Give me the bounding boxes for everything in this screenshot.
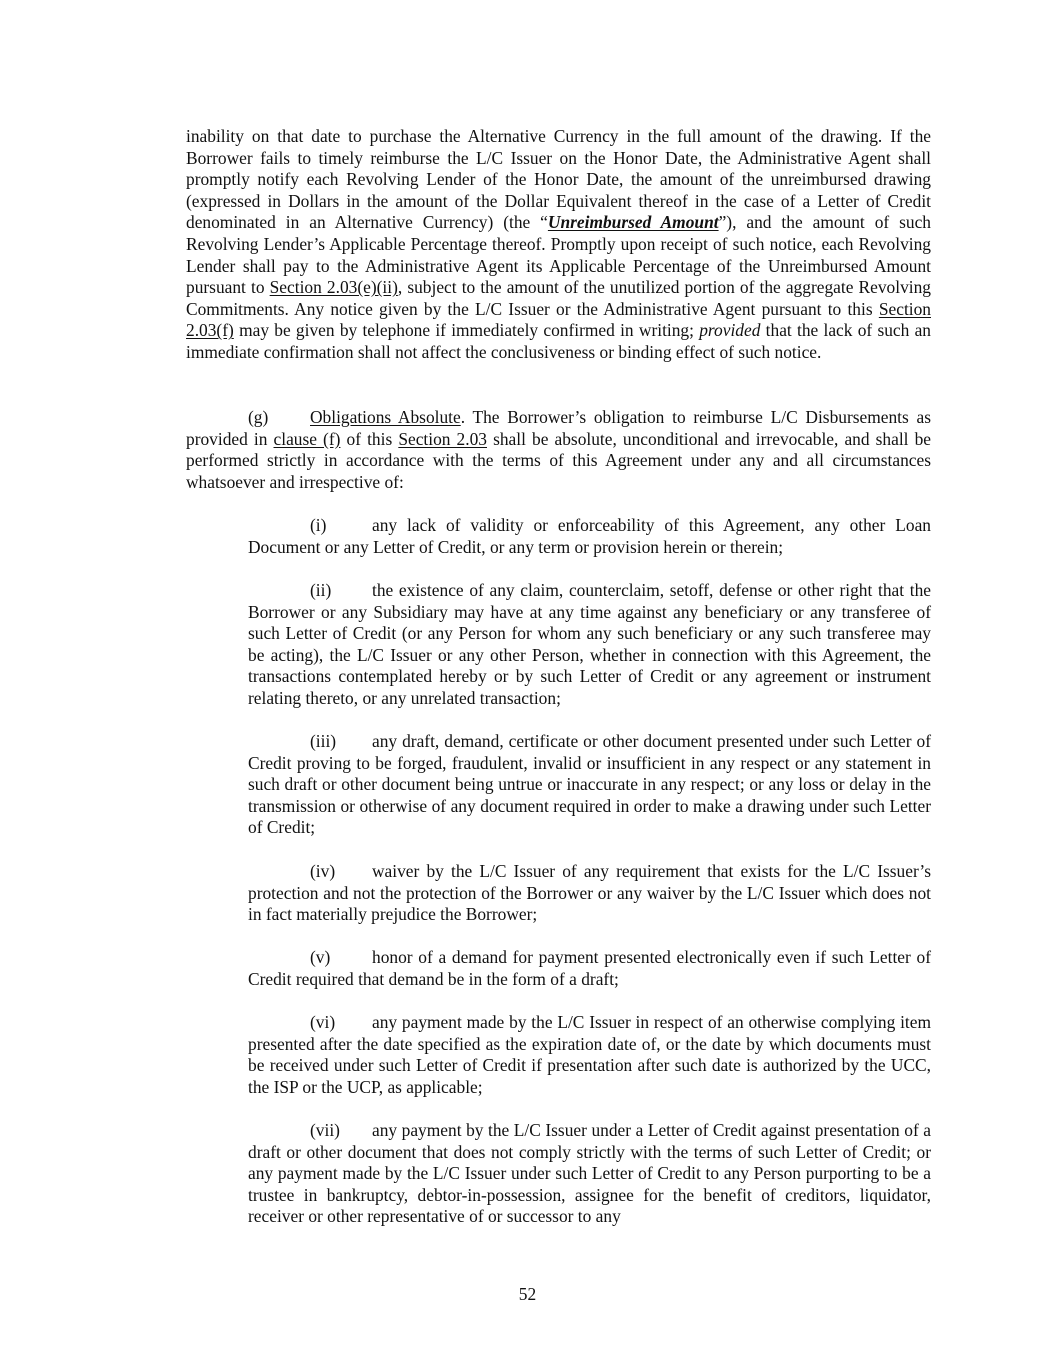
item-text: honor of a demand for payment presented electronically even if such Letter of Credit required that demand be in the form of a draft; <box>248 947 931 989</box>
text-run: inability on that date to purchase the Alternative Currency in the full amount of the drawing. If the Borrower fails to timely reimburse the L/C Issuer on the Honor Date, the Administrative Agent shall promptly notify each Revolving Lender of the Honor Date, the amount of the unreimbursed drawing (expressed in Dollars in the amount of the Dollar Equivalent thereof in the case of a Letter of Credit denominated in an Alternative Currency) (the “ <box>186 126 931 233</box>
item-label: (iv) <box>310 861 336 881</box>
item-label: (v) <box>310 947 331 967</box>
item-label: (ii) <box>310 580 332 600</box>
item-label: (iii) <box>310 731 337 751</box>
defined-term-unreimbursed-amount: Unreimbursed Amount <box>547 212 719 233</box>
text-run: of this <box>340 428 399 449</box>
item-label: (vi) <box>310 1012 336 1032</box>
item-text: any payment made by the L/C Issuer in respect of an otherwise complying item presented after the date specified as the expiration date of, or the date by which documents must be received under such Letter of Credit if presentation after such date is authorized by the UCC, the ISP or the UCP, as applicable; <box>248 1012 931 1097</box>
list-item <box>248 1120 931 1228</box>
section-reference: Section 2.03 <box>398 428 487 449</box>
section-reference: Section 2.03(f) <box>186 298 931 341</box>
item-text: any draft, demand, certificate or other document presented under such Letter of Credit proving to be forged, fraudulent, invalid or insufficient in any respect or any statement in such draft or other document being untrue or inaccurate in any respect; or any loss or delay in the transmission or otherwise of any document required in order to make a drawing under such Letter of Credit; <box>248 731 931 838</box>
section-reference: Section 2.03(e)(ii) <box>269 277 398 298</box>
list-item <box>248 1012 931 1098</box>
list-item <box>248 861 931 926</box>
provided-term: provided <box>699 320 761 341</box>
page-number: 52 <box>518 1284 537 1304</box>
section-heading: Obligations Absolute <box>310 407 461 427</box>
text-run: shall be absolute, unconditional and irrevocable, and shall be performed strictly in accordance with the terms of this Agreement under any and all circumstances whatsoever and irrespective of: <box>186 428 931 492</box>
text-run: , subject to the amount of the unutilized portion of the aggregate Revolving Commitments. Any notice given by the L/C Issuer or the Administrative Agent pursuant to this <box>186 277 931 319</box>
text-run: . The Borrower’s obligation to reimburse L/C Disbursements as provided in <box>186 407 931 449</box>
item-label: (vii) <box>310 1120 340 1140</box>
list-item <box>248 731 931 839</box>
continuation-paragraph <box>186 126 931 364</box>
item-text: the existence of any claim, counterclaim, setoff, defense or other right that the Borrower or any Subsidiary may have at any time against any beneficiary or any transferee of such Letter of Credit (or any Person for whom any such beneficiary or any such transferee may be acting), the L/C Issuer or any other Person, whether in connection with this Agreement, the transactions contemplated hereby or by such Letter of Credit or any agreement or instrument relating thereto, or any unrelated transaction; <box>248 580 931 708</box>
section-label: (g) <box>248 407 269 427</box>
list-item <box>248 580 931 710</box>
item-text: waiver by the L/C Issuer of any requirement that exists for the L/C Issuer’s protection and not the protection of the Borrower or any waiver by the L/C Issuer which does not in fact materially prejudice the Borrower; <box>248 861 931 925</box>
item-text: any payment by the L/C Issuer under a Letter of Credit against presentation of a draft or other document that does not comply strictly with the terms of such Letter of Credit; or any payment made by the L/C Issuer under such Letter of Credit to any Person purporting to be a trustee in bankruptcy, debtor-in-possession, assignee for the benefit of creditors, liquidator, receiver or other representative of or successor to any <box>248 1120 931 1227</box>
text-run: may be given by telephone if immediately confirmed in writing; <box>233 320 700 341</box>
clause-reference: clause (f) <box>273 428 341 449</box>
list-item <box>248 947 931 990</box>
item-text: any lack of validity or enforceability of this Agreement, any other Loan Document or any Letter of Credit, or any term or provision herein or therein; <box>248 515 931 557</box>
text-run: ”), and the amount of such Revolving Lender’s Applicable Percentage thereof. Promptly upon receipt of such notice, each Revolving Lender shall pay to the Administrative Agent its Applicable Percentage of the Unreimbursed Amount pursuant to <box>186 212 931 298</box>
section-g-paragraph <box>186 407 931 493</box>
text-run: that the lack of such an immediate confirmation shall not affect the conclusiveness or binding effect of such notice. <box>186 320 932 362</box>
item-label: (i) <box>310 515 327 535</box>
list-item <box>248 515 931 558</box>
